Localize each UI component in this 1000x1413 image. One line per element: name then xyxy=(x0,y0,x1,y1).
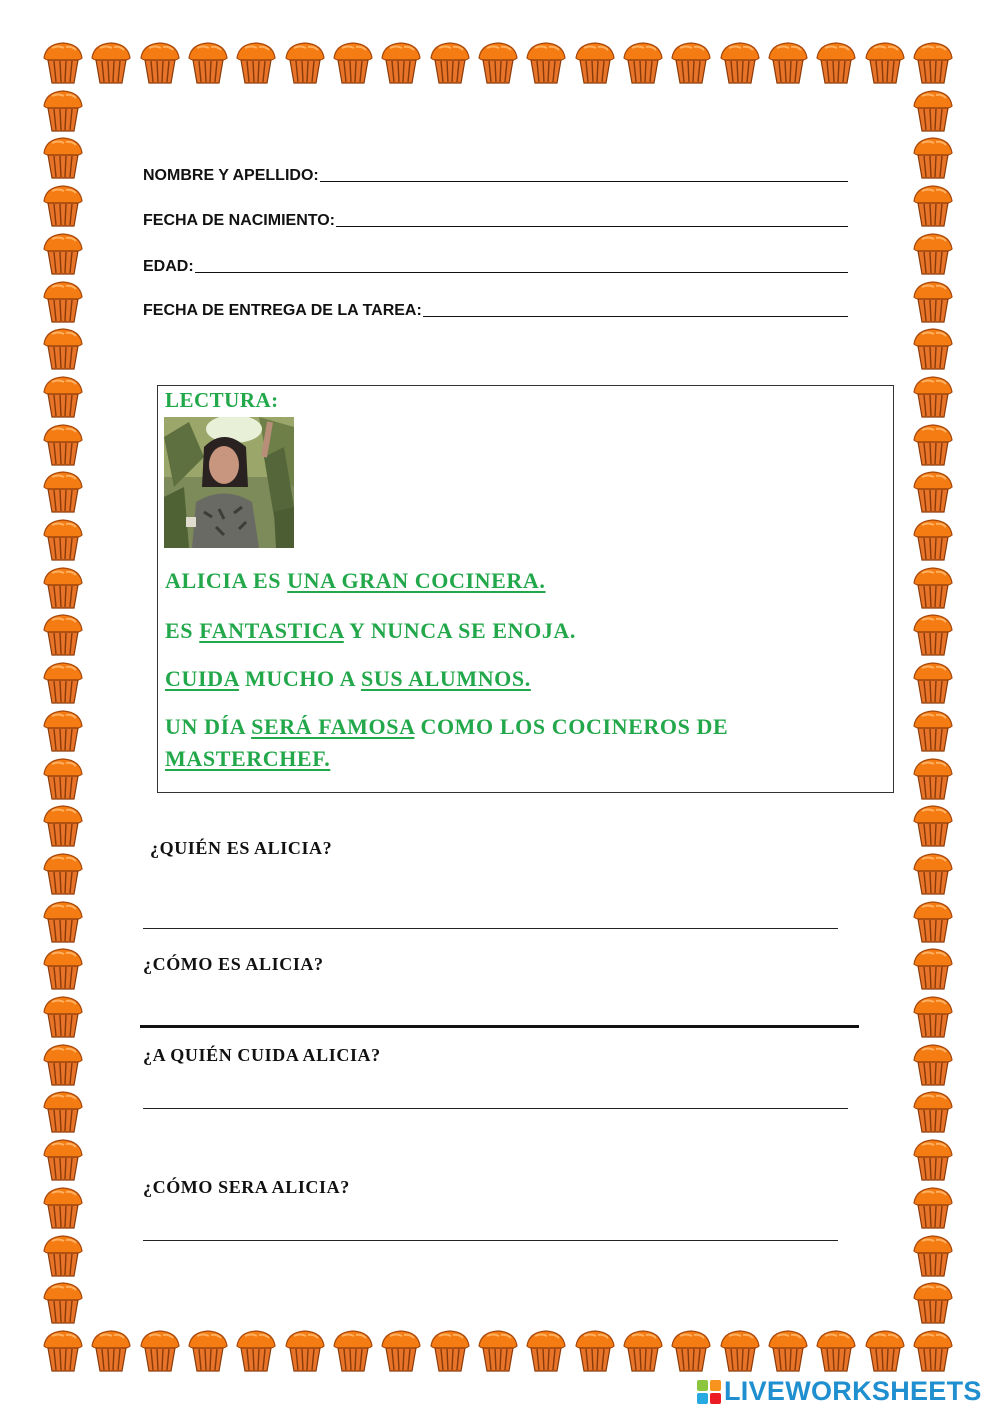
reading-line-4 xyxy=(165,711,728,743)
muffin-icon xyxy=(910,1089,956,1135)
muffin-icon xyxy=(910,279,956,325)
muffin-icon xyxy=(765,1328,811,1374)
muffin-icon xyxy=(862,40,908,86)
muffin-icon xyxy=(910,660,956,706)
muffin-icon xyxy=(910,40,956,86)
muffin-icon xyxy=(40,1233,86,1279)
muffin-icon xyxy=(910,1137,956,1183)
muffin-icon xyxy=(282,40,328,86)
muffin-icon xyxy=(620,40,666,86)
muffin-icon xyxy=(910,565,956,611)
muffin-icon xyxy=(40,517,86,563)
muffin-icon xyxy=(185,40,231,86)
reading-box xyxy=(157,385,894,793)
muffin-icon xyxy=(40,946,86,992)
muffin-icon xyxy=(910,135,956,181)
muffin-icon xyxy=(668,40,714,86)
reading-line-4-part-b: SERÁ FAMOSA xyxy=(251,714,415,739)
birthdate-answer-line[interactable] xyxy=(336,226,848,227)
muffin-icon xyxy=(40,899,86,945)
muffin-icon xyxy=(427,1328,473,1374)
reading-line-5-part-a: MASTERCHEF. xyxy=(165,746,331,771)
muffin-icon xyxy=(427,40,473,86)
birthdate-label: FECHA DE NACIMIENTO: xyxy=(143,212,335,229)
reading-line-2 xyxy=(165,615,576,647)
muffin-icon xyxy=(910,374,956,420)
reading-line-4-part-c: COMO LOS COCINEROS DE xyxy=(414,714,729,739)
reading-line-1-part-b: UNA GRAN COCINERA. xyxy=(287,568,546,593)
muffin-icon xyxy=(378,40,424,86)
name-answer-line[interactable] xyxy=(320,181,848,182)
muffin-icon xyxy=(40,756,86,802)
answer-line-2[interactable] xyxy=(140,1025,859,1028)
name-field xyxy=(143,163,848,185)
liveworksheets-text: LIVEWORKSHEETS xyxy=(724,1376,982,1406)
muffin-icon xyxy=(40,565,86,611)
muffin-icon xyxy=(910,946,956,992)
muffin-icon xyxy=(40,1137,86,1183)
muffin-icon xyxy=(40,183,86,229)
reading-line-1 xyxy=(165,565,545,597)
alicia-photo xyxy=(164,417,294,548)
delivery-date-answer-line[interactable] xyxy=(423,316,848,317)
muffin-icon xyxy=(910,899,956,945)
muffin-icon xyxy=(378,1328,424,1374)
muffin-icon xyxy=(233,1328,279,1374)
muffin-icon xyxy=(40,40,86,86)
muffin-icon xyxy=(910,231,956,277)
reading-title: LECTURA: xyxy=(165,388,279,412)
muffin-icon xyxy=(40,1280,86,1326)
reading-line-5 xyxy=(165,743,330,775)
muffin-icon xyxy=(40,803,86,849)
muffin-icon xyxy=(330,40,376,86)
muffin-icon xyxy=(88,1328,134,1374)
question-3: ¿A QUIÉN CUIDA ALICIA? xyxy=(143,1045,381,1065)
birthdate-field xyxy=(143,208,848,230)
delivery-date-label: FECHA DE ENTREGA DE LA TAREA: xyxy=(143,302,422,319)
age-field xyxy=(143,254,848,276)
muffin-icon xyxy=(910,1280,956,1326)
muffin-icon xyxy=(910,326,956,372)
muffin-icon xyxy=(40,851,86,897)
muffin-icon xyxy=(40,469,86,515)
question-1: ¿QUIÉN ES ALICIA? xyxy=(150,838,333,858)
delivery-date-field xyxy=(143,298,848,320)
answer-line-4[interactable] xyxy=(143,1240,838,1241)
muffin-icon xyxy=(475,40,521,86)
muffin-icon xyxy=(40,612,86,658)
muffin-icon xyxy=(910,1328,956,1374)
reading-line-2-part-a: ES xyxy=(165,618,200,643)
muffin-icon xyxy=(813,40,859,86)
liveworksheets-icon xyxy=(697,1380,721,1404)
muffin-icon xyxy=(88,40,134,86)
answer-line-1[interactable] xyxy=(143,928,838,929)
reading-line-3-part-b: MUCHO A xyxy=(238,666,362,691)
answer-line-3[interactable] xyxy=(143,1108,848,1109)
reading-line-3-part-a: CUIDA xyxy=(165,666,239,691)
muffin-icon xyxy=(620,1328,666,1374)
muffin-icon xyxy=(330,1328,376,1374)
muffin-icon xyxy=(910,422,956,468)
muffin-icon xyxy=(40,994,86,1040)
muffin-icon xyxy=(523,1328,569,1374)
muffin-icon xyxy=(910,517,956,563)
age-answer-line[interactable] xyxy=(195,272,848,273)
muffin-icon xyxy=(40,422,86,468)
muffin-icon xyxy=(910,612,956,658)
liveworksheets-logo[interactable] xyxy=(697,1376,982,1407)
muffin-icon xyxy=(233,40,279,86)
muffin-icon xyxy=(910,708,956,754)
muffin-icon xyxy=(910,851,956,897)
question-4: ¿CÓMO SERA ALICIA? xyxy=(143,1177,350,1197)
muffin-icon xyxy=(137,1328,183,1374)
reading-line-2-part-b: FANTASTICA xyxy=(199,618,344,643)
muffin-icon xyxy=(572,1328,618,1374)
muffin-icon xyxy=(910,994,956,1040)
muffin-icon xyxy=(40,374,86,420)
muffin-icon xyxy=(40,88,86,134)
muffin-icon xyxy=(910,88,956,134)
muffin-icon xyxy=(40,708,86,754)
muffin-icon xyxy=(910,1042,956,1088)
muffin-icon xyxy=(185,1328,231,1374)
muffin-icon xyxy=(862,1328,908,1374)
muffin-icon xyxy=(40,326,86,372)
muffin-icon xyxy=(910,756,956,802)
muffin-icon xyxy=(910,183,956,229)
muffin-icon xyxy=(40,1089,86,1135)
muffin-icon xyxy=(137,40,183,86)
reading-line-1-part-a: ALICIA ES xyxy=(165,568,288,593)
name-label: NOMBRE Y APELLIDO: xyxy=(143,167,319,184)
muffin-icon xyxy=(717,1328,763,1374)
muffin-icon xyxy=(40,135,86,181)
reading-line-2-part-c: Y NUNCA SE ENOJA. xyxy=(343,618,577,643)
muffin-icon xyxy=(765,40,811,86)
muffin-icon xyxy=(910,1185,956,1231)
reading-line-3-part-c: SUS ALUMNOS. xyxy=(361,666,531,691)
muffin-icon xyxy=(282,1328,328,1374)
age-label: EDAD: xyxy=(143,258,194,275)
muffin-icon xyxy=(668,1328,714,1374)
muffin-icon xyxy=(910,1233,956,1279)
muffin-icon xyxy=(910,469,956,515)
muffin-icon xyxy=(40,1328,86,1374)
reading-line-3 xyxy=(165,663,531,695)
muffin-icon xyxy=(475,1328,521,1374)
muffin-icon xyxy=(40,279,86,325)
muffin-icon xyxy=(40,1042,86,1088)
muffin-icon xyxy=(717,40,763,86)
muffin-icon xyxy=(40,231,86,277)
reading-line-4-part-a: UN DÍA xyxy=(165,714,252,739)
muffin-icon xyxy=(813,1328,859,1374)
muffin-icon xyxy=(40,660,86,706)
muffin-icon xyxy=(910,803,956,849)
muffin-icon xyxy=(572,40,618,86)
question-2: ¿CÓMO ES ALICIA? xyxy=(143,954,324,974)
muffin-icon xyxy=(40,1185,86,1231)
muffin-icon xyxy=(523,40,569,86)
